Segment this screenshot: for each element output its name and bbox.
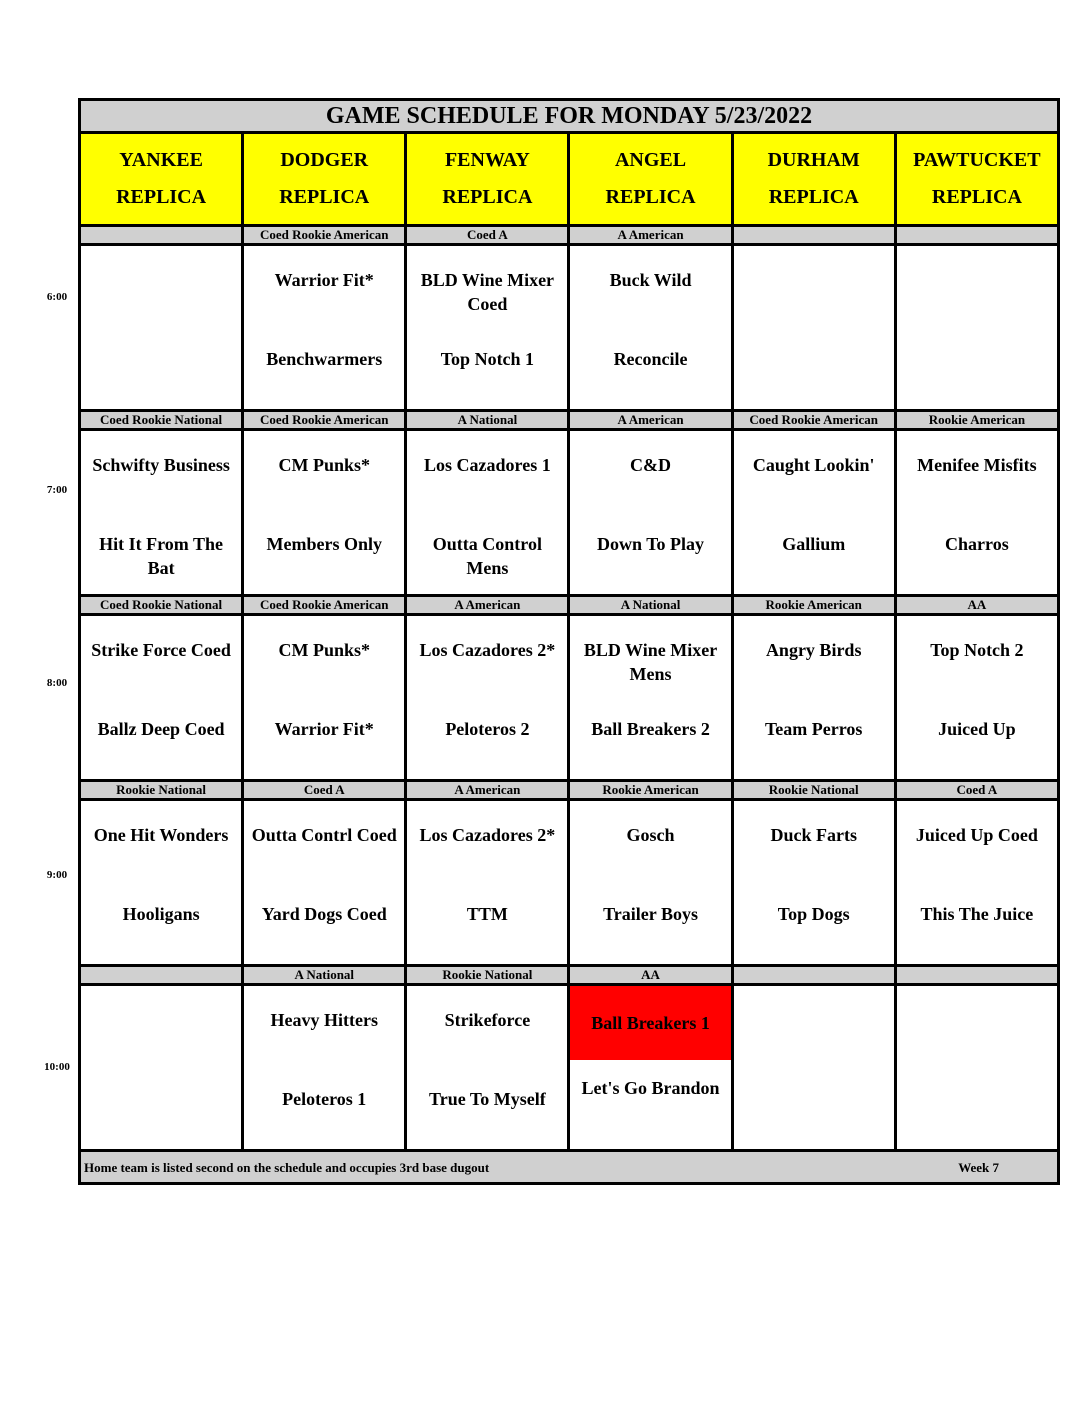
away-team: Duck Farts [770,825,857,845]
game-cell [80,245,243,411]
home-team: True To Myself [429,1088,546,1109]
venue-name: PAWTUCKET [913,149,1041,171]
away-team: One Hit Wonders [93,825,229,845]
away-team: Strikeforce [444,1010,531,1030]
home-team [81,331,241,410]
away-team: Los Cazadores 2* [419,825,556,845]
division-label [80,966,243,985]
division-label: Coed Rookie National [80,411,243,430]
venue-name: ANGEL [614,149,687,171]
venue-name: YANKEE [119,149,203,171]
game-cell [569,430,732,596]
week-label: Week 7 [958,1160,999,1175]
game-cell [406,615,569,781]
division-label [895,966,1058,985]
game-cell [895,615,1058,781]
away-team [81,246,241,331]
game-cell [80,800,243,966]
away-team: Outta Contrl Coed [251,825,397,845]
away-team: Heavy Hitters [270,1010,378,1030]
game-cell [243,245,406,411]
away-team: Los Cazadores 2* [419,640,556,660]
time-label: 8:00 [46,677,68,689]
away-team: CM Punks* [278,455,370,475]
division-label [895,226,1058,245]
away-team: Strike Force Coed [91,640,231,660]
game-cell [732,985,895,1151]
game-row [80,245,1059,411]
time-label: 6:00 [46,291,68,303]
away-team: Juiced Up Coed [915,825,1038,845]
schedule-table [78,98,1060,1185]
venue-subtitle: REPLICA [605,186,696,208]
division-row [80,226,1059,245]
game-cell [569,985,732,1151]
division-label: A National [569,596,732,615]
venue-subtitle: REPLICA [116,186,207,208]
home-team: Juiced Up [938,718,1016,739]
division-label: Rookie American [732,596,895,615]
home-team: Let's Go Brandon [581,1077,720,1098]
away-team: Top Notch 2 [930,640,1024,660]
game-cell [406,245,569,411]
division-label: Rookie American [895,411,1058,430]
home-team: Peloteros 2 [445,718,530,739]
away-team: CM Punks* [278,640,370,660]
home-team: Down To Play [597,533,705,554]
away-team [734,246,894,331]
page-title: GAME SCHEDULE FOR MONDAY 5/23/2022 [80,100,1059,133]
home-team: Hooligans [122,903,200,924]
home-team: Team Perros [764,718,863,739]
away-team: Menifee Misfits [917,455,1037,475]
division-label: Coed Rookie National [80,596,243,615]
division-label: Coed A [895,781,1058,800]
away-team [897,246,1057,331]
venue-header [895,133,1058,226]
away-team [897,986,1057,1071]
game-cell [569,800,732,966]
game-cell [243,800,406,966]
home-team: Top Notch 1 [440,348,535,369]
home-team [81,1071,241,1150]
home-team [734,331,894,410]
home-team: Reconcile [613,348,688,369]
game-cell [895,430,1058,596]
home-team [897,331,1057,410]
away-team: C&D [630,455,672,475]
away-team: Schwifty Business [92,455,230,475]
home-team: This The Juice [920,903,1034,924]
division-label: Rookie National [732,781,895,800]
division-label: Coed Rookie American [732,411,895,430]
game-cell [732,430,895,596]
game-cell [895,800,1058,966]
game-cell [80,985,243,1151]
division-label [732,226,895,245]
division-label: AA [569,966,732,985]
venue-subtitle: REPLICA [279,186,370,208]
division-label: Coed A [243,781,406,800]
home-team: TTM [466,903,508,924]
footer-cell [80,1151,1059,1184]
division-row [80,411,1059,430]
venue-header [80,133,243,226]
home-team: Warrior Fit* [274,718,374,739]
game-cell [406,430,569,596]
home-team: Hit It From The Bat [99,533,223,578]
division-label: Coed Rookie American [243,411,406,430]
game-cell [569,615,732,781]
game-cell [406,985,569,1151]
away-team: BLD Wine Mixer Coed [420,270,555,315]
game-cell [732,800,895,966]
division-label: A American [406,596,569,615]
footer-note: Home team is listed second on the schedule and occupies 3rd base dugout [84,1160,490,1175]
venue-header [406,133,569,226]
division-label: Coed Rookie American [243,226,406,245]
time-label: 10:00 [44,1061,70,1073]
venue-subtitle: REPLICA [931,186,1022,208]
division-label: A American [406,781,569,800]
away-team: Ball Breakers 1 [570,986,730,1060]
division-row [80,781,1059,800]
home-team [734,1071,894,1150]
venue-subtitle: REPLICA [442,186,533,208]
division-row [80,596,1059,615]
away-team: Buck Wild [609,270,692,290]
venue-name: DODGER [280,149,369,171]
game-row [80,615,1059,781]
home-team: Top Dogs [777,903,850,924]
venue-header [732,133,895,226]
division-label: Rookie National [406,966,569,985]
game-cell [243,615,406,781]
home-team: Gallium [782,533,846,554]
division-label: Coed Rookie American [243,596,406,615]
home-team: Ball Breakers 2 [591,718,710,739]
footer-row [80,1151,1059,1184]
division-label: Rookie National [80,781,243,800]
title-row [80,100,1059,133]
venue-name: FENWAY [444,149,530,171]
time-label: 9:00 [46,869,68,881]
game-cell [243,430,406,596]
division-label: A National [243,966,406,985]
division-label: A American [569,411,732,430]
game-row [80,430,1059,596]
away-team: Warrior Fit* [274,270,374,290]
venue-row [80,133,1059,226]
home-team [897,1071,1057,1150]
division-label: AA [895,596,1058,615]
home-team: Benchwarmers [266,348,383,369]
schedule-body [80,100,1059,1184]
away-team [734,986,894,1071]
venue-subtitle: REPLICA [768,186,859,208]
away-team [81,986,241,1071]
division-label [732,966,895,985]
game-cell [406,800,569,966]
venue-header [243,133,406,226]
game-cell [80,430,243,596]
away-team: Gosch [626,825,675,845]
division-label: A American [569,226,732,245]
division-label: A National [406,411,569,430]
game-cell [895,985,1058,1151]
game-cell [732,615,895,781]
division-row [80,966,1059,985]
game-cell [895,245,1058,411]
home-team: Outta Control Mens [432,533,542,578]
game-row [80,985,1059,1151]
away-team: Caught Lookin' [752,455,875,475]
time-label: 7:00 [46,484,68,496]
home-team: Ballz Deep Coed [97,718,225,739]
away-team: Angry Birds [765,640,862,660]
away-team: Los Cazadores 1 [424,455,551,475]
game-cell [732,245,895,411]
game-cell [243,985,406,1151]
home-team: Trailer Boys [603,903,698,924]
game-cell [569,245,732,411]
home-team: Charros [945,533,1009,554]
home-team: Members Only [266,533,382,554]
game-cell [80,615,243,781]
away-team: BLD Wine Mixer Mens [583,640,718,685]
venue-name: DURHAM [767,149,860,171]
home-team: Peloteros 1 [282,1088,367,1109]
venue-header [569,133,732,226]
division-label [80,226,243,245]
division-label: Coed A [406,226,569,245]
game-row [80,800,1059,966]
home-team: Yard Dogs Coed [261,903,387,924]
division-label: Rookie American [569,781,732,800]
